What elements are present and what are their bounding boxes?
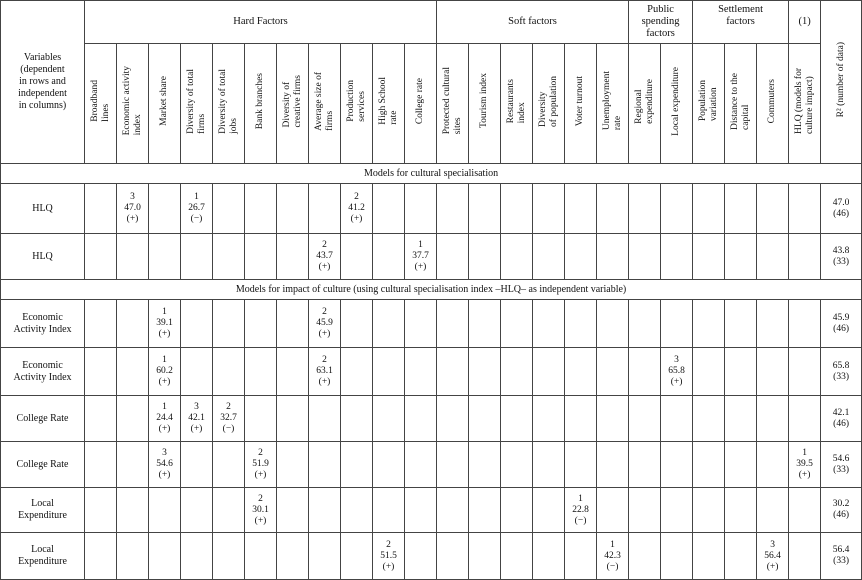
column-header-label: Distance to the capital bbox=[729, 72, 751, 130]
empty-cell bbox=[437, 442, 469, 488]
empty-cell bbox=[757, 184, 789, 234]
empty-cell bbox=[181, 533, 213, 580]
coefficient-cell: 1 42.3 (−) bbox=[597, 533, 629, 580]
column-header-label: Unemployment rate bbox=[601, 71, 623, 131]
empty-cell bbox=[405, 184, 437, 234]
r2-cell: 65.8 (33) bbox=[821, 348, 862, 396]
empty-cell bbox=[213, 184, 245, 234]
empty-cell bbox=[661, 533, 693, 580]
r2-header: R² (number of data) bbox=[821, 1, 862, 164]
empty-cell bbox=[373, 234, 405, 280]
column-header-label: Population variation bbox=[697, 80, 719, 122]
empty-cell bbox=[469, 234, 501, 280]
empty-cell bbox=[501, 300, 533, 348]
empty-cell bbox=[341, 533, 373, 580]
column-header bbox=[789, 44, 821, 164]
empty-cell bbox=[341, 396, 373, 442]
empty-cell bbox=[501, 533, 533, 580]
empty-cell bbox=[533, 348, 565, 396]
empty-cell bbox=[501, 234, 533, 280]
column-header bbox=[469, 44, 501, 164]
empty-cell bbox=[693, 184, 725, 234]
empty-cell bbox=[213, 488, 245, 533]
empty-cell bbox=[373, 184, 405, 234]
empty-cell bbox=[277, 234, 309, 280]
empty-cell bbox=[405, 442, 437, 488]
empty-cell bbox=[117, 396, 149, 442]
coefficient-cell: 3 54.6 (+) bbox=[149, 442, 181, 488]
coefficient-cell: 1 22.8 (−) bbox=[565, 488, 597, 533]
empty-cell bbox=[501, 442, 533, 488]
coefficient-cell: 2 51.9 (+) bbox=[245, 442, 277, 488]
row-label: Economic Activity Index bbox=[1, 348, 85, 396]
empty-cell bbox=[693, 533, 725, 580]
empty-cell bbox=[565, 533, 597, 580]
column-header bbox=[757, 44, 789, 164]
column-header bbox=[181, 44, 213, 164]
r2-cell: 47.0 (46) bbox=[821, 184, 862, 234]
empty-cell bbox=[341, 348, 373, 396]
empty-cell bbox=[341, 488, 373, 533]
r2-cell: 54.6 (33) bbox=[821, 442, 862, 488]
empty-cell bbox=[277, 348, 309, 396]
empty-cell bbox=[789, 234, 821, 280]
column-header-label: Regional expenditure bbox=[633, 78, 655, 124]
empty-cell bbox=[437, 488, 469, 533]
empty-cell bbox=[693, 234, 725, 280]
empty-cell bbox=[277, 300, 309, 348]
empty-cell bbox=[85, 184, 117, 234]
empty-cell bbox=[373, 348, 405, 396]
empty-cell bbox=[309, 533, 341, 580]
empty-cell bbox=[565, 184, 597, 234]
empty-cell bbox=[725, 396, 757, 442]
empty-cell bbox=[693, 348, 725, 396]
empty-cell bbox=[757, 300, 789, 348]
row-label: Local Expenditure bbox=[1, 488, 85, 533]
column-header-label: Diversity of population bbox=[537, 75, 559, 127]
empty-cell bbox=[629, 488, 661, 533]
empty-cell bbox=[277, 396, 309, 442]
empty-cell bbox=[629, 533, 661, 580]
empty-cell bbox=[469, 442, 501, 488]
row-label: Local Expenditure bbox=[1, 533, 85, 580]
row-label: College Rate bbox=[1, 442, 85, 488]
coefficient-cell: 1 39.5 (+) bbox=[789, 442, 821, 488]
empty-cell bbox=[757, 234, 789, 280]
empty-cell bbox=[341, 300, 373, 348]
coefficient-cell: 2 43.7 (+) bbox=[309, 234, 341, 280]
empty-cell bbox=[757, 442, 789, 488]
column-header-label: Market share bbox=[159, 76, 169, 126]
empty-cell bbox=[181, 234, 213, 280]
empty-cell bbox=[117, 442, 149, 488]
corner-label: Variables (dependent in rows and independent in columns) bbox=[1, 1, 85, 164]
table-row bbox=[1, 348, 862, 396]
empty-cell bbox=[277, 442, 309, 488]
empty-cell bbox=[757, 488, 789, 533]
empty-cell bbox=[469, 396, 501, 442]
empty-cell bbox=[533, 300, 565, 348]
coefficient-cell: 1 26.7 (−) bbox=[181, 184, 213, 234]
empty-cell bbox=[725, 442, 757, 488]
empty-cell bbox=[789, 533, 821, 580]
empty-cell bbox=[533, 234, 565, 280]
empty-cell bbox=[437, 234, 469, 280]
empty-cell bbox=[693, 300, 725, 348]
table-row bbox=[1, 533, 862, 580]
empty-cell bbox=[565, 348, 597, 396]
empty-cell bbox=[565, 396, 597, 442]
coefficient-cell: 1 60.2 (+) bbox=[149, 348, 181, 396]
empty-cell bbox=[309, 488, 341, 533]
empty-cell bbox=[181, 442, 213, 488]
table-row bbox=[1, 184, 862, 234]
table-row bbox=[1, 396, 862, 442]
empty-cell bbox=[437, 533, 469, 580]
empty-cell bbox=[277, 184, 309, 234]
column-header bbox=[341, 44, 373, 164]
empty-cell bbox=[789, 396, 821, 442]
coefficient-cell: 3 47.0 (+) bbox=[117, 184, 149, 234]
column-header bbox=[501, 44, 533, 164]
empty-cell bbox=[213, 442, 245, 488]
empty-cell bbox=[437, 300, 469, 348]
table-row bbox=[1, 234, 862, 280]
empty-cell bbox=[405, 396, 437, 442]
empty-cell bbox=[789, 348, 821, 396]
column-header bbox=[149, 44, 181, 164]
empty-cell bbox=[725, 184, 757, 234]
empty-cell bbox=[725, 533, 757, 580]
group-hard-factors: Hard Factors bbox=[85, 1, 437, 44]
row-label: Economic Activity Index bbox=[1, 300, 85, 348]
empty-cell bbox=[597, 488, 629, 533]
empty-cell bbox=[501, 184, 533, 234]
empty-cell bbox=[789, 300, 821, 348]
empty-cell bbox=[405, 533, 437, 580]
empty-cell bbox=[213, 234, 245, 280]
empty-cell bbox=[309, 184, 341, 234]
empty-cell bbox=[533, 488, 565, 533]
empty-cell bbox=[373, 300, 405, 348]
column-header bbox=[725, 44, 757, 164]
section-title: Models for cultural specialisation bbox=[1, 164, 862, 184]
coefficient-cell: 1 37.7 (+) bbox=[405, 234, 437, 280]
empty-cell bbox=[661, 184, 693, 234]
empty-cell bbox=[533, 396, 565, 442]
group-settlement: Settlement factors bbox=[693, 1, 789, 44]
column-header-label: College rate bbox=[415, 77, 425, 125]
r2-cell: 30.2 (46) bbox=[821, 488, 862, 533]
column-header bbox=[629, 44, 661, 164]
empty-cell bbox=[565, 300, 597, 348]
empty-cell bbox=[85, 488, 117, 533]
empty-cell bbox=[373, 396, 405, 442]
empty-cell bbox=[597, 184, 629, 234]
empty-cell bbox=[629, 184, 661, 234]
empty-cell bbox=[309, 442, 341, 488]
empty-cell bbox=[117, 348, 149, 396]
empty-cell bbox=[501, 348, 533, 396]
empty-cell bbox=[245, 396, 277, 442]
r2-cell: 43.8 (33) bbox=[821, 234, 862, 280]
empty-cell bbox=[117, 234, 149, 280]
coefficient-cell: 3 42.1 (+) bbox=[181, 396, 213, 442]
column-header-label: Local expenditure bbox=[671, 66, 682, 136]
empty-cell bbox=[373, 488, 405, 533]
column-header bbox=[597, 44, 629, 164]
empty-cell bbox=[181, 488, 213, 533]
row-label: College Rate bbox=[1, 396, 85, 442]
column-header-label: Broadband lines bbox=[89, 80, 111, 122]
empty-cell bbox=[117, 533, 149, 580]
column-header-label: Commuters bbox=[767, 78, 778, 124]
group-hlq: (1) bbox=[789, 1, 821, 44]
column-header bbox=[245, 44, 277, 164]
column-header bbox=[85, 44, 117, 164]
column-header bbox=[213, 44, 245, 164]
empty-cell bbox=[597, 300, 629, 348]
empty-cell bbox=[245, 533, 277, 580]
empty-cell bbox=[341, 442, 373, 488]
empty-cell bbox=[757, 348, 789, 396]
group-public-spending: Public spending factors bbox=[629, 1, 693, 44]
column-header-label: Restaurants index bbox=[505, 78, 527, 124]
empty-cell bbox=[437, 348, 469, 396]
column-header-label: High School rate bbox=[377, 77, 399, 125]
empty-cell bbox=[597, 234, 629, 280]
empty-cell bbox=[373, 442, 405, 488]
row-label: HLQ bbox=[1, 234, 85, 280]
empty-cell bbox=[693, 488, 725, 533]
empty-cell bbox=[629, 348, 661, 396]
empty-cell bbox=[693, 442, 725, 488]
column-header-label: Production services bbox=[345, 80, 367, 122]
empty-cell bbox=[149, 234, 181, 280]
empty-cell bbox=[469, 348, 501, 396]
empty-cell bbox=[725, 234, 757, 280]
table-row bbox=[1, 300, 862, 348]
column-header-label: Diversity of creative firms bbox=[281, 74, 303, 128]
column-header bbox=[437, 44, 469, 164]
empty-cell bbox=[725, 300, 757, 348]
column-header bbox=[693, 44, 725, 164]
empty-cell bbox=[757, 396, 789, 442]
column-header bbox=[565, 44, 597, 164]
empty-cell bbox=[149, 533, 181, 580]
empty-cell bbox=[501, 488, 533, 533]
empty-cell bbox=[213, 348, 245, 396]
table-row bbox=[1, 442, 862, 488]
coefficient-cell: 1 24.4 (+) bbox=[149, 396, 181, 442]
empty-cell bbox=[405, 300, 437, 348]
column-header-label: Protected cultural sites bbox=[441, 67, 463, 135]
empty-cell bbox=[245, 234, 277, 280]
empty-cell bbox=[533, 442, 565, 488]
empty-cell bbox=[277, 533, 309, 580]
empty-cell bbox=[277, 488, 309, 533]
empty-cell bbox=[629, 442, 661, 488]
coefficient-cell: 2 63.1 (+) bbox=[309, 348, 341, 396]
empty-cell bbox=[725, 488, 757, 533]
r2-cell: 42.1 (46) bbox=[821, 396, 862, 442]
empty-cell bbox=[117, 300, 149, 348]
r2-cell: 45.9 (46) bbox=[821, 300, 862, 348]
coefficient-cell: 3 65.8 (+) bbox=[661, 348, 693, 396]
empty-cell bbox=[213, 533, 245, 580]
column-header bbox=[309, 44, 341, 164]
empty-cell bbox=[469, 533, 501, 580]
empty-cell bbox=[437, 396, 469, 442]
empty-cell bbox=[661, 234, 693, 280]
empty-cell bbox=[597, 396, 629, 442]
column-header-label: Tourism index bbox=[479, 73, 490, 129]
empty-cell bbox=[245, 300, 277, 348]
empty-cell bbox=[629, 234, 661, 280]
empty-cell bbox=[661, 442, 693, 488]
empty-cell bbox=[501, 396, 533, 442]
column-header-label: Voter turnout bbox=[575, 75, 586, 127]
empty-cell bbox=[437, 184, 469, 234]
empty-cell bbox=[149, 488, 181, 533]
empty-cell bbox=[533, 533, 565, 580]
coefficient-cell: 2 30.1 (+) bbox=[245, 488, 277, 533]
column-header bbox=[117, 44, 149, 164]
empty-cell bbox=[149, 184, 181, 234]
empty-cell bbox=[245, 184, 277, 234]
empty-cell bbox=[629, 396, 661, 442]
empty-cell bbox=[661, 300, 693, 348]
empty-cell bbox=[469, 184, 501, 234]
coefficient-cell: 3 56.4 (+) bbox=[757, 533, 789, 580]
column-header-label: HLQ (models for culture impact) bbox=[793, 68, 815, 134]
coefficient-cell: 2 45.9 (+) bbox=[309, 300, 341, 348]
empty-cell bbox=[597, 442, 629, 488]
table-row bbox=[1, 488, 862, 533]
empty-cell bbox=[565, 442, 597, 488]
column-header bbox=[405, 44, 437, 164]
empty-cell bbox=[661, 396, 693, 442]
empty-cell bbox=[85, 234, 117, 280]
empty-cell bbox=[661, 488, 693, 533]
empty-cell bbox=[533, 184, 565, 234]
coefficient-cell: 2 51.5 (+) bbox=[373, 533, 405, 580]
empty-cell bbox=[245, 348, 277, 396]
column-header-label: Bank branches bbox=[255, 72, 265, 130]
column-header bbox=[373, 44, 405, 164]
column-header bbox=[661, 44, 693, 164]
empty-cell bbox=[469, 300, 501, 348]
empty-cell bbox=[309, 396, 341, 442]
column-header-label: Average size of firms bbox=[313, 71, 335, 131]
empty-cell bbox=[597, 348, 629, 396]
empty-cell bbox=[213, 300, 245, 348]
group-soft-factors: Soft factors bbox=[437, 1, 629, 44]
empty-cell bbox=[469, 488, 501, 533]
column-header-label: Diversity of total firms bbox=[185, 68, 207, 134]
coefficient-cell: 2 41.2 (+) bbox=[341, 184, 373, 234]
empty-cell bbox=[789, 184, 821, 234]
empty-cell bbox=[693, 396, 725, 442]
coefficient-cell: 1 39.1 (+) bbox=[149, 300, 181, 348]
empty-cell bbox=[405, 488, 437, 533]
empty-cell bbox=[85, 396, 117, 442]
empty-cell bbox=[341, 234, 373, 280]
empty-cell bbox=[85, 348, 117, 396]
column-header bbox=[277, 44, 309, 164]
empty-cell bbox=[565, 234, 597, 280]
column-header-label: Economic activity index bbox=[121, 66, 143, 136]
empty-cell bbox=[725, 348, 757, 396]
empty-cell bbox=[117, 488, 149, 533]
row-label: HLQ bbox=[1, 184, 85, 234]
empty-cell bbox=[405, 348, 437, 396]
empty-cell bbox=[85, 533, 117, 580]
coefficient-cell: 2 32.7 (−) bbox=[213, 396, 245, 442]
empty-cell bbox=[789, 488, 821, 533]
empty-cell bbox=[181, 348, 213, 396]
r2-cell: 56.4 (33) bbox=[821, 533, 862, 580]
empty-cell bbox=[85, 442, 117, 488]
column-header bbox=[533, 44, 565, 164]
section-title: Models for impact of culture (using cultural specialisation index –HLQ– as independent variable) bbox=[1, 280, 862, 300]
empty-cell bbox=[85, 300, 117, 348]
column-header-label: Diversity of total jobs bbox=[217, 68, 239, 134]
empty-cell bbox=[181, 300, 213, 348]
empty-cell bbox=[629, 300, 661, 348]
